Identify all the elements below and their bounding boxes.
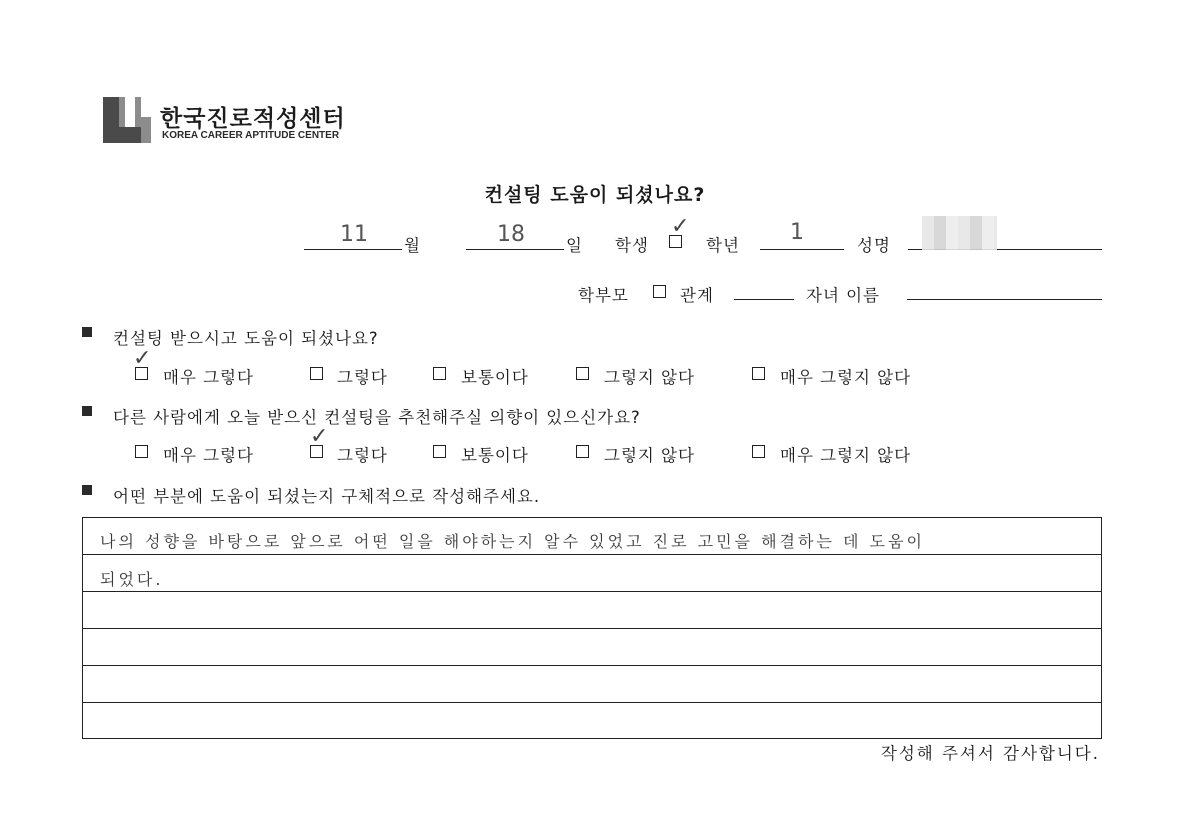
day-label: 일 [566,236,583,255]
thanks-note: 작성해 주셔서 감사합니다. [880,744,1100,763]
month-label: 월 [404,236,421,255]
answer-rule-5 [83,702,1101,703]
question-3-text: 어떤 부분에 도움이 되셨는지 구체적으로 작성해주세요. [113,487,541,506]
q1-option-5-label: 매우 그렇지 않다 [780,368,912,387]
child-name-label: 자녀 이름 [806,286,881,305]
day-field-line[interactable] [466,249,564,250]
child-name-field-line[interactable] [907,299,1102,300]
q1-option-2-checkbox[interactable] [310,367,323,380]
q1-option-3-label: 보통이다 [461,368,529,387]
answer-rule-1 [83,554,1101,555]
answer-line-1: 나의 성향을 바탕으로 앞으로 어떤 일을 해야하는지 알수 있었고 진로 고민을 해결하는 데 도움이 [100,532,925,551]
q1-option-4-label: 그렇지 않다 [604,368,695,387]
logo-mark [103,97,151,143]
student-label: 학생 [615,236,649,255]
q1-option-3-checkbox[interactable] [433,367,446,380]
q2-option-4-label: 그렇지 않다 [604,446,695,465]
answer-rule-4 [83,665,1101,666]
q2-option-5-checkbox[interactable] [752,445,765,458]
parent-label: 학부모 [578,286,629,305]
org-name-en: KOREA CAREER APTITUDE CENTER [162,130,340,141]
grade-label: 학년 [706,236,740,255]
q2-option-2-label: 그렇다 [337,446,388,465]
grade-field-line[interactable] [760,249,844,250]
q1-option-4-checkbox[interactable] [576,367,589,380]
question-1-text: 컨설팅 받으시고 도움이 되셨나요? [113,329,379,348]
question-2-text: 다른 사람에게 오늘 받으신 컨설팅을 추천해주실 의향이 있으신가요? [113,408,641,427]
student-check-icon: ✓ [671,214,690,239]
question-1-bullet [82,327,92,337]
month-field-line[interactable] [304,249,402,250]
relation-label: 관계 [680,286,714,305]
grade-value: 1 [790,220,804,245]
q1-option-5-checkbox[interactable] [752,367,765,380]
q2-option-1-checkbox[interactable] [135,445,148,458]
q1-option-1-label: 매우 그렇다 [163,368,254,387]
name-label: 성명 [857,236,891,255]
name-redaction [922,216,997,250]
q1-option-2-label: 그렇다 [337,368,388,387]
survey-title: 컨설팅 도움이 되셨나요? [484,184,706,206]
answer-line-2: 되었다. [100,570,164,589]
q2-option-3-checkbox[interactable] [433,445,446,458]
org-name-ko: 한국진로적성센터 [160,106,346,132]
answer-rule-3 [83,628,1101,629]
q1-check-icon: ✓ [133,346,152,371]
q2-check-icon: ✓ [310,424,329,449]
q2-option-5-label: 매우 그렇지 않다 [780,446,912,465]
parent-checkbox[interactable] [653,285,666,298]
q2-option-1-label: 매우 그렇다 [163,446,254,465]
question-3-bullet [82,485,92,495]
q2-option-3-label: 보통이다 [461,446,529,465]
answer-rule-2 [83,591,1101,592]
day-value: 18 [497,222,525,247]
relation-field-line[interactable] [734,299,794,300]
question-2-bullet [82,406,92,416]
month-value: 11 [340,222,368,247]
q2-option-4-checkbox[interactable] [576,445,589,458]
